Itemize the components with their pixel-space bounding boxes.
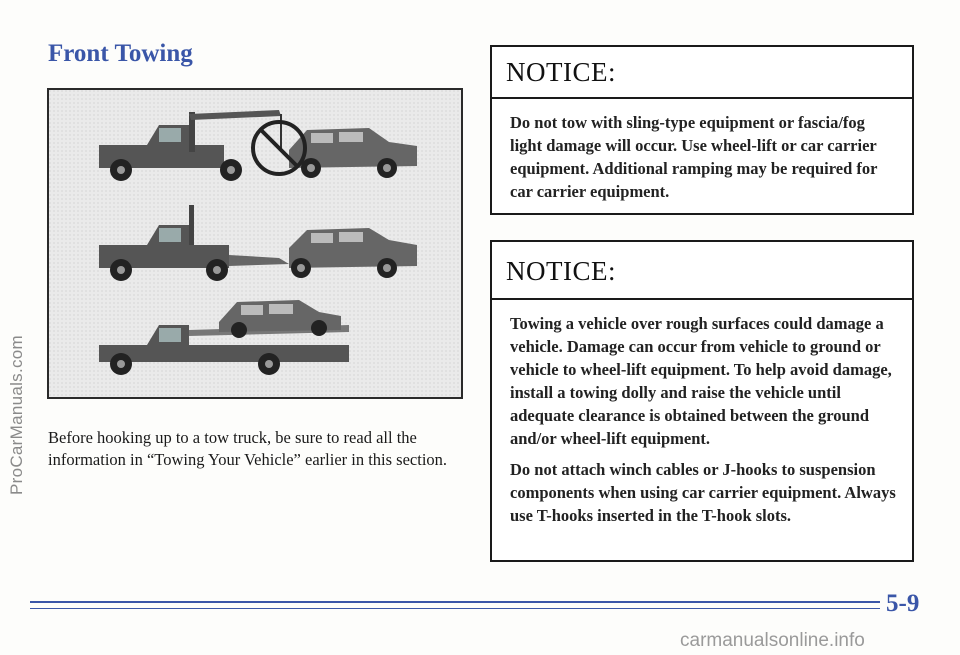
towing-illustration [47, 88, 463, 399]
notice-paragraph: Do not tow with sling-type equipment or fascia/fog light damage will occur. Use wheel-lift or car carrier equipment. Additional ramping may be required for car carrier equipment. [510, 113, 878, 201]
notice-box [490, 45, 914, 215]
notice-header: NOTICE: [492, 242, 912, 300]
notice-box [490, 240, 914, 562]
footer-rule [30, 608, 880, 609]
footer-site-watermark: carmanualsonline.info [680, 630, 865, 651]
towing-illustration-svg [49, 90, 461, 397]
notice-body [492, 99, 912, 203]
section-title: Front Towing [48, 40, 193, 67]
towing-instructions-text: Before hooking up to a tow truck, be sure to read all the information in “Towing Your Vehicle” earlier in this section. [48, 428, 448, 469]
side-watermark [2, 200, 32, 630]
footer-rule [30, 601, 880, 603]
watermark-text: ProCarManuals.com [7, 334, 27, 496]
page-number: 5-9 [886, 590, 920, 617]
notice-header: NOTICE: [492, 47, 912, 99]
notice-paragraph: Towing a vehicle over rough surfaces could damage a vehicle. Damage can occur from vehicle to ground or vehicle to wheel-lift equipment. To help avoid damage, install a towing dolly and raise the vehicle until adequate clearance is obtained between the ground and/or wheel-lift equipment. [510, 314, 892, 448]
notice-paragraph: Do not attach winch cables or J-hooks to suspension components when using car carrier equipment. Always use T-hooks inserted in the T-hook slots. [510, 460, 896, 525]
notice-body [492, 300, 912, 527]
